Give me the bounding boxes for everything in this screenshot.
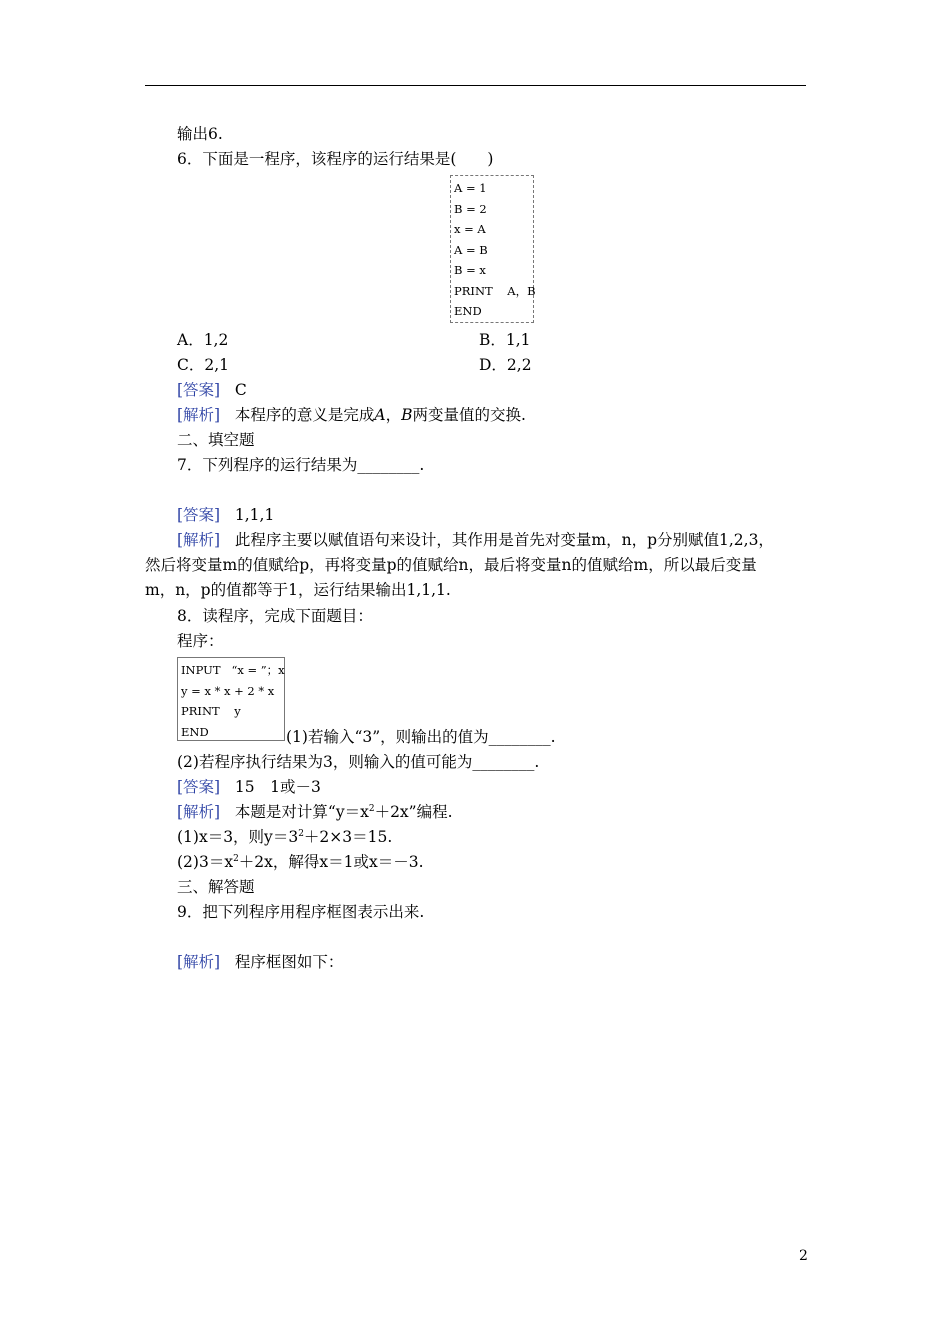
answer-tag: [答案] [177, 381, 221, 399]
code-line: END [454, 304, 482, 318]
q7-analysis-line3: m，n，p的值都等于1，运行结果输出1,1,1. [145, 581, 451, 599]
analysis-tag: [解析] [177, 531, 221, 549]
q5-tail: 输出6. [177, 125, 223, 143]
step-text: (2)3＝x [177, 853, 234, 871]
step-text: ＋2×3＝15. [303, 828, 393, 846]
q8-sub1: (1)若输入“3”，则输出的值为________. [286, 728, 556, 746]
q6-option-c: C．2,1 [177, 356, 230, 374]
code-line: INPUT “x = ”；x [181, 663, 285, 677]
header-rule [145, 85, 806, 86]
q9-stem: 9．把下列程序用程序框图表示出来. [177, 903, 425, 921]
q7-answer [177, 505, 274, 525]
answer-value: 1,1,1 [234, 506, 275, 524]
separator: ， [385, 406, 402, 424]
answer-tag: [答案] [177, 506, 221, 524]
q8-step2 [177, 852, 424, 872]
q7-stem: 7．下列程序的运行结果为________. [177, 456, 425, 474]
answer-value: C [234, 381, 247, 399]
step-text: (1)x＝3，则y＝3 [177, 828, 299, 846]
q8-step1 [177, 827, 392, 847]
analysis-text: ＋2x”编程. [374, 803, 453, 821]
analysis-text: 本程序的意义是完成 [234, 406, 375, 424]
q8-answer [177, 777, 321, 797]
section-3-heading: 三、解答题 [177, 878, 255, 896]
q8-code-box [177, 657, 285, 741]
superscript: 2 [233, 853, 239, 864]
superscript: 2 [368, 803, 375, 814]
analysis-text: 此程序主要以赋值语句来设计，其作用是首先对变量m，n，p分别赋值1,2,3， [234, 531, 774, 549]
q8-program-label: 程序： [177, 632, 224, 650]
q7-analysis-line2: 然后将变量m的值赋给p，再将变量p的值赋给n，最后将变量n的值赋给m，所以最后变量 [145, 556, 757, 574]
q9-analysis [177, 952, 343, 972]
q6-option-b: B．1,1 [479, 331, 531, 349]
analysis-tag: [解析] [177, 803, 221, 821]
analysis-text: 两变量值的交换. [412, 406, 526, 424]
q6-stem: 6．下面是一程序，该程序的运行结果是( ) [177, 150, 494, 168]
step-text: ＋2x，解得x＝1或x＝－3. [238, 853, 424, 871]
analysis-text: 程序框图如下： [234, 953, 344, 971]
code-line: B = 2 [454, 201, 487, 216]
analysis-tag: [解析] [177, 406, 221, 424]
q8-sub2: (2)若程序执行结果为3，则输入的值可能为________. [177, 753, 540, 771]
code-line: PRINT A，B [454, 283, 536, 298]
q6-option-d: D．2,2 [479, 356, 532, 374]
answer-tag: [答案] [177, 778, 221, 796]
q8-analysis [177, 802, 453, 822]
code-line: y = x * x + 2 * x [181, 683, 275, 698]
q8-stem: 8．读程序，完成下面题目： [177, 607, 373, 625]
analysis-tag: [解析] [177, 953, 221, 971]
code-line: END [181, 724, 209, 739]
q6-analysis [177, 405, 526, 425]
superscript: 2 [298, 828, 304, 839]
section-2-heading: 二、填空题 [177, 431, 255, 449]
code-line: B = x [454, 263, 486, 277]
var-b: B [401, 406, 413, 424]
code-line: A = 1 [454, 181, 487, 195]
q6-option-a: A．1,2 [177, 331, 229, 349]
code-line: A = B [454, 242, 488, 257]
q7-analysis-line1 [177, 530, 774, 550]
var-a: A [374, 406, 386, 424]
code-line: PRINT y [181, 704, 241, 718]
page-number: 2 [799, 1248, 808, 1264]
q6-answer [177, 380, 247, 400]
analysis-text: 本题是对计算“y＝x [234, 803, 369, 821]
q6-code-box [450, 175, 534, 323]
code-line: x = A [454, 222, 486, 236]
answer-value: 15 1或－3 [234, 778, 321, 796]
